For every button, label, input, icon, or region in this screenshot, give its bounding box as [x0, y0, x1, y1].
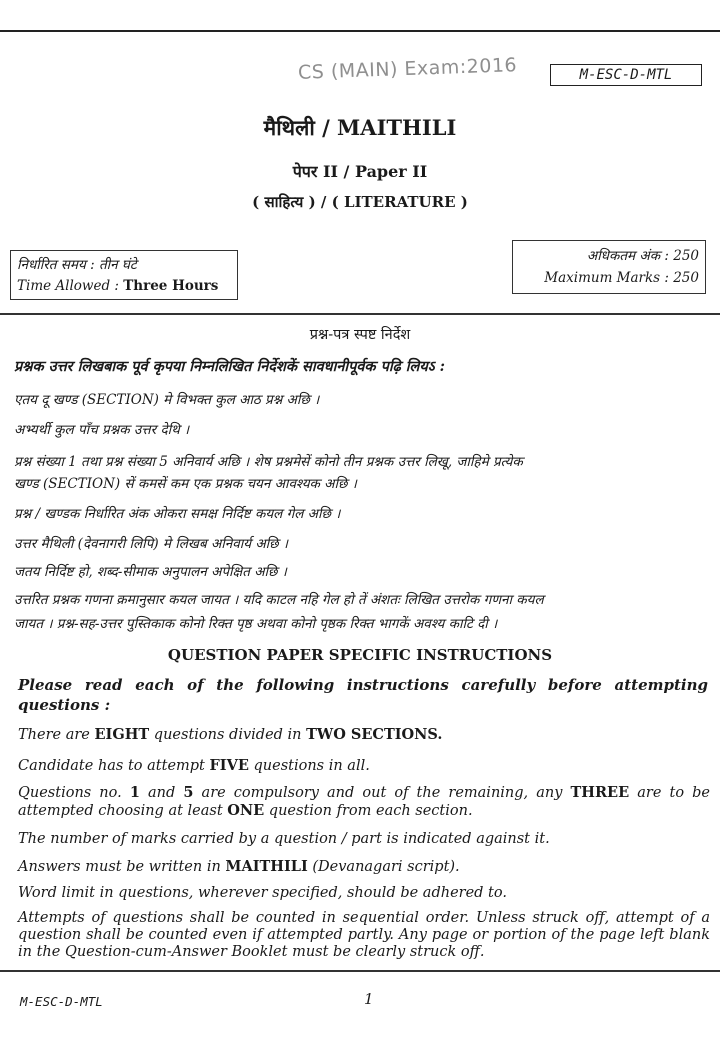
paper-title: मैथिली / MAITHILI [263, 115, 457, 140]
footer-paper-code: M-ESC-D-MTL [20, 994, 103, 1009]
paper-subject: ( साहित्य ) / ( LITERATURE ) [252, 193, 468, 211]
hindi-instruction-line: जतय निर्दिष्ट हो, शब्द-सीमाक अनुपालन अपेक्षित अछि । [14, 564, 287, 580]
instruction-word-limit: Word limit in questions, wherever specified, should be adhered to. [18, 885, 507, 901]
english-instructions-heading: QUESTION PAPER SPECIFIC INSTRUCTIONS [167, 646, 553, 664]
instruction-five-questions: Candidate has to attempt FIVE questions in all. [18, 757, 370, 774]
english-instructions-lead: Please read each of the following instructions carefully before attempting questions : [18, 676, 708, 714]
instruction-sequential-order: Attempts of questions shall be counted in sequential order. Unless struck off, attempt of a question shall be counted even if attempted partly. Any page or portion of the page left blank in the Question-cum-Answer Booklet must be clearly struck off. [18, 910, 710, 960]
instruction-language: Answers must be written in MAITHILI (Devanagari script). [18, 858, 460, 875]
hindi-instruction-line: अभ्यर्थी कुल पाँच प्रश्नक उत्तर देथि । [14, 422, 190, 438]
hindi-instruction-line: खण्ड (SECTION) सें कमसें कम एक प्रश्नक चयन आवश्यक अछि । [14, 476, 357, 492]
hindi-instruction-line: प्रश्न / खण्डक निर्धारित अंक ओकरा समक्ष निर्दिष्ट कयल गेल अछि । [14, 506, 341, 522]
paper-code-box: M-ESC-D-MTL [550, 64, 702, 86]
page-number: 1 [364, 990, 374, 1008]
time-english: Time Allowed : Three Hours [17, 278, 219, 294]
marks-hindi: अधिकतम अंक : 250 [586, 248, 699, 264]
hindi-instructions-lead: प्रश्नक उत्तर लिखबाक पूर्व कृपया निम्नलिखित निर्देशकें सावधानीपूर्वक पढ़ि लियऽ : [14, 358, 445, 375]
hindi-instruction-line: एतय दू खण्ड (SECTION) मे विभक्त कुल आठ प्रश्न अछि । [14, 392, 320, 408]
top-rule [0, 30, 720, 32]
maximum-marks-box [512, 240, 706, 294]
instruction-marks: The number of marks carried by a question / part is indicated against it. [18, 831, 550, 847]
hindi-instruction-line: उत्तरित प्रश्नक गणना क्रमानुसार कयल जायत । यदि काटल नहि गेल हो तें अंशतः लिखित उत्तरोक गणना कयल [14, 592, 544, 608]
hindi-instructions-heading: प्रश्न-पत्र स्पष्ट निर्देश [309, 327, 411, 343]
bottom-rule [0, 970, 720, 972]
hindi-instruction-line: जायत । प्रश्न-सह-उत्तर पुस्तिकाक कोनो रिक्त पृष्ठ अथवा कोनो पृष्ठक रिक्त भागकें अवश्य काटि दी । [14, 616, 498, 632]
section-divider [0, 313, 720, 315]
hindi-instruction-line: प्रश्न संख्या 1 तथा प्रश्न संख्या 5 अनिवार्य अछि । शेष प्रश्नमेसें कोनो तीन प्रश्नक उत्तर लिखू, जाहिमे प्रत्येक [14, 454, 523, 470]
instruction-eight-questions: There are EIGHT questions divided in TWO SECTIONS. [18, 726, 443, 743]
exam-stamp: CS (MAIN) Exam:2016 [297, 54, 518, 84]
hindi-instruction-line: उत्तर मैथिली (देवनागरी लिपि) मे लिखब अनिवार्य अछि । [14, 536, 289, 552]
instruction-compulsory-questions: Questions no. 1 and 5 are compulsory and out of the remaining, any THREE are to be attempted choosing at least ONE question from each section. [18, 784, 710, 819]
marks-english: Maximum Marks : 250 [544, 270, 699, 286]
time-allowed-box [10, 250, 238, 300]
paper-number: पेपर II / Paper II [292, 162, 428, 181]
time-hindi: निर्धारित समय : तीन घंटे [17, 257, 137, 273]
